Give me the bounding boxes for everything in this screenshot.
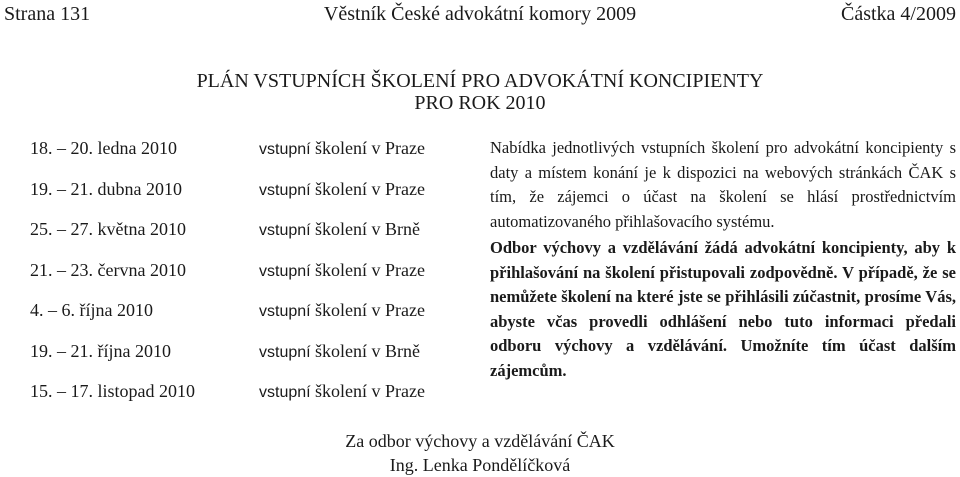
schedule-description bbox=[259, 177, 425, 203]
schedule-row bbox=[0, 298, 470, 339]
signature-name: Ing. Lenka Pondělíčková bbox=[389, 455, 571, 475]
schedule-description-prefix: vstupní bbox=[259, 303, 316, 320]
title-line-2: PRO ROK 2010 bbox=[414, 92, 546, 114]
title-line-1: PLÁN VSTUPNÍCH ŠKOLENÍ PRO ADVOKÁTNÍ KONCIPIENTY bbox=[196, 70, 764, 92]
schedule-description-text: školení v Brně bbox=[315, 340, 421, 361]
schedule-date: 18. – 20. ledna 2010 bbox=[30, 138, 177, 158]
schedule-row bbox=[0, 136, 470, 177]
schedule-description bbox=[259, 258, 425, 284]
journal-title: Věstník České advokátní komory 2009 bbox=[323, 3, 637, 25]
schedule-date: 25. – 27. května 2010 bbox=[30, 219, 186, 239]
info-paragraph-2: Odbor výchovy a vzdělávání žádá advokátní koncipienty, aby k přihlašování na školení přistupovali zodpovědně. V případě, že se nemůžete školení na které jste se přihlásili zúčastnit, prosíme Vás, abyste včas provedli odhlášení nebo tuto informaci předali odboru výchovy a vzdělávání. Umožníte tím účast dalším zájemcům. bbox=[490, 238, 956, 380]
schedule-description bbox=[259, 136, 425, 162]
schedule-description-text: školení v Praze bbox=[315, 300, 425, 320]
document-title bbox=[0, 70, 960, 114]
schedule-description-prefix: vstupní bbox=[259, 384, 316, 401]
schedule-date: 19. – 21. října 2010 bbox=[30, 340, 171, 361]
issue-number: Částka 4/2009 bbox=[841, 3, 956, 25]
schedule-description-text: školení v Praze bbox=[315, 138, 425, 158]
schedule-description bbox=[259, 217, 420, 243]
schedule-description-text: školení v Praze bbox=[315, 259, 425, 280]
schedule-description bbox=[259, 339, 420, 365]
schedule-date: 21. – 23. června 2010 bbox=[30, 259, 186, 280]
info-text bbox=[490, 136, 956, 383]
schedule-description bbox=[259, 298, 425, 324]
schedule-description-text: školení v Brně bbox=[315, 219, 421, 239]
schedule-description-text: školení v Praze bbox=[315, 178, 425, 199]
schedule-row bbox=[0, 217, 470, 258]
schedule-description-prefix: vstupní bbox=[259, 141, 316, 158]
schedule-row bbox=[0, 339, 470, 380]
schedule-description-prefix: vstupní bbox=[259, 222, 316, 239]
schedule-description-prefix: vstupní bbox=[259, 343, 316, 361]
schedule-row bbox=[0, 379, 470, 420]
schedule-description-text: školení v Praze bbox=[315, 381, 425, 401]
schedule-date: 15. – 17. listopad 2010 bbox=[30, 381, 195, 401]
schedule-row bbox=[0, 258, 470, 299]
info-paragraph-1: Nabídka jednotlivých vstupních školení pro advokátní koncipienty s daty a místem konání je k dispozici na webových stránkách ČAK s tím, že zájemci o účast na školení se hlásí prostřednictvím automatizovaného přihlašovacího systému. bbox=[490, 138, 956, 231]
schedule-description-prefix: vstupní bbox=[259, 262, 316, 280]
schedule-list bbox=[0, 136, 470, 420]
page-number: Strana 131 bbox=[4, 3, 91, 25]
schedule-date: 19. – 21. dubna 2010 bbox=[30, 178, 182, 199]
schedule-date: 4. – 6. října 2010 bbox=[30, 300, 153, 320]
signature-department: Za odbor výchovy a vzdělávání ČAK bbox=[345, 431, 615, 451]
signature bbox=[0, 429, 960, 477]
schedule-description bbox=[259, 379, 425, 405]
schedule-row bbox=[0, 177, 470, 218]
schedule-description-prefix: vstupní bbox=[259, 181, 316, 199]
